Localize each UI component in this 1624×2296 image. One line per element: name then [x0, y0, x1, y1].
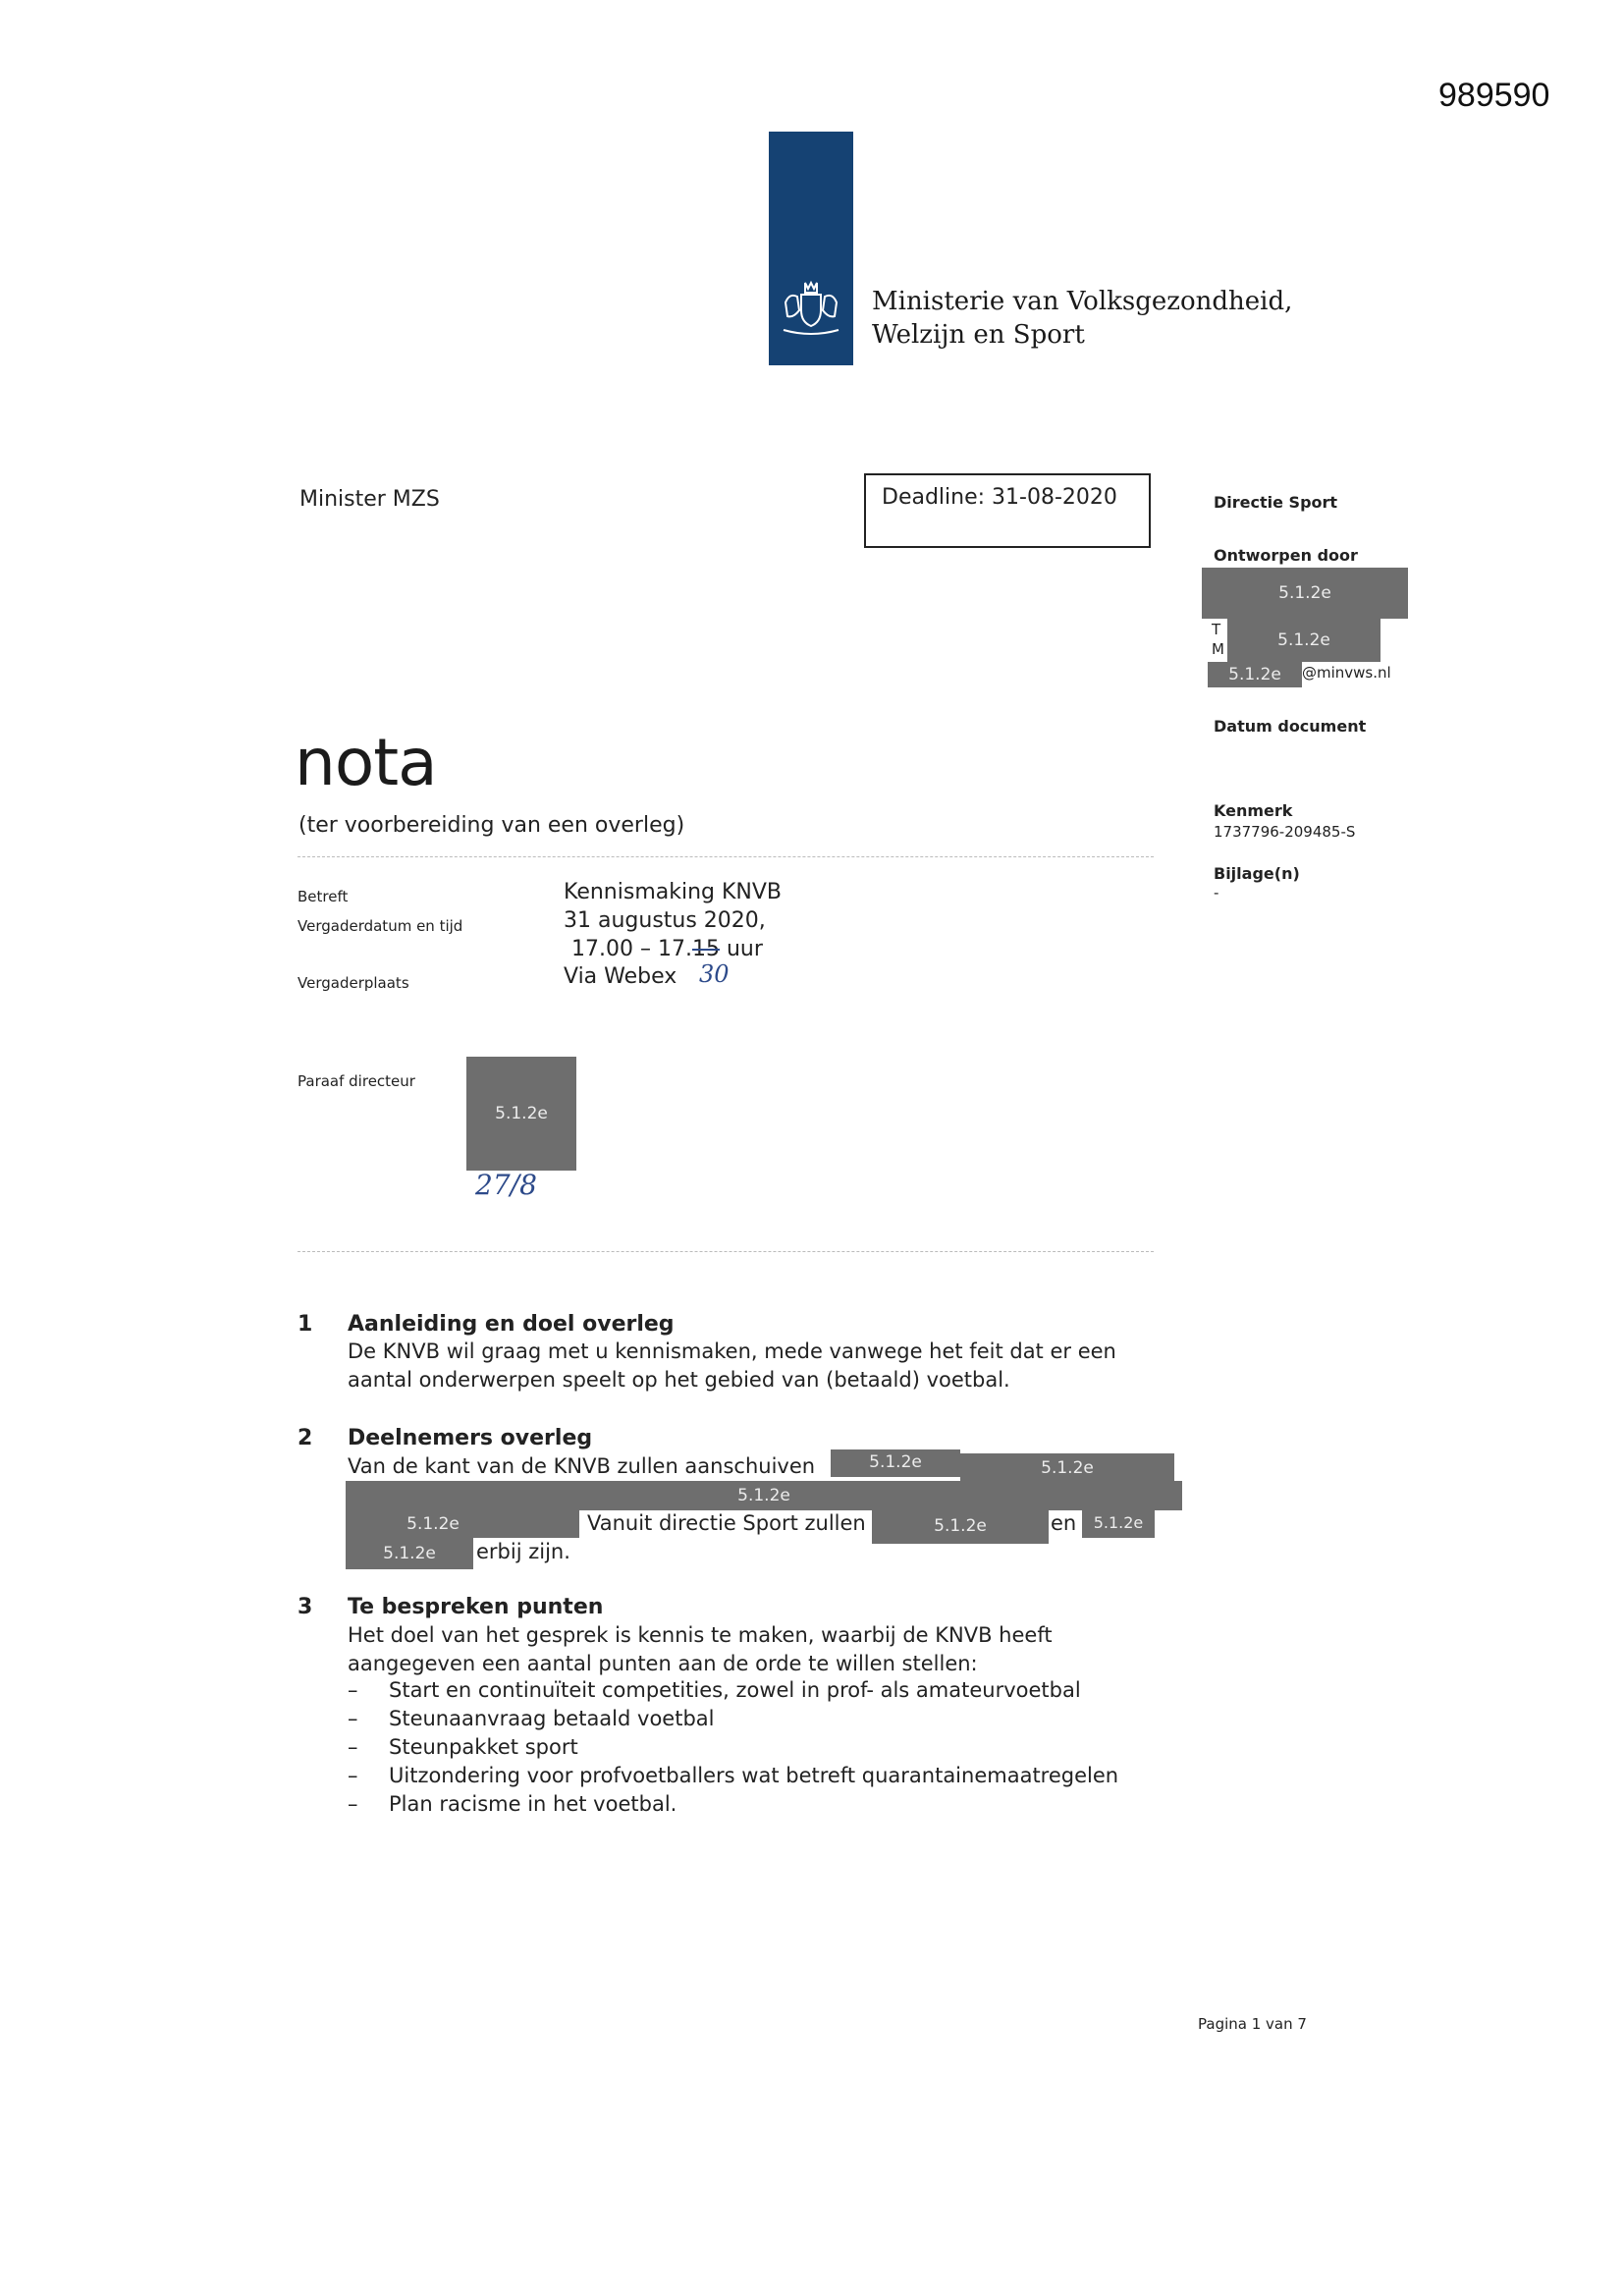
redaction-sport-3: 5.1.2e [346, 1538, 473, 1569]
bullet-4: Uitzondering voor profvoetballers wat betreft quarantainemaatregelen [389, 1764, 1119, 1787]
bullet-2: Steunaanvraag betaald voetbal [389, 1707, 715, 1730]
section-3-title: Te bespreken punten [348, 1595, 604, 1619]
bullet-3: Steunpakket sport [389, 1735, 578, 1759]
bullet-dash-5: – [348, 1792, 358, 1816]
ministry-name-line2: Welzijn en Sport [872, 320, 1085, 350]
subject-label: Betreft [298, 888, 349, 905]
section-2-mid: Vanuit directie Sport zullen [587, 1511, 866, 1535]
redaction-knvb-4: 5.1.2e [346, 1510, 579, 1538]
redaction-knvb-1: 5.1.2e [831, 1449, 960, 1477]
mobile-prefix: M [1212, 640, 1224, 658]
section-3-line-1: Het doel van het gesprek is kennis te maken, waarbij de KNVB heeft [348, 1623, 1053, 1647]
attachments-label: Bijlage(n) [1214, 864, 1300, 883]
datetime-label: Vergaderdatum en tijd [298, 917, 463, 935]
email-suffix: @minvws.nl [1302, 664, 1391, 682]
reference-value: 1737796-209485-S [1214, 823, 1356, 841]
section-2-and: en [1051, 1511, 1077, 1535]
reference-label: Kenmerk [1214, 801, 1293, 820]
redaction-knvb-3: 5.1.2e [346, 1481, 1182, 1510]
redaction-initials: 5.1.2e [466, 1057, 576, 1171]
document-number: 989590 [1438, 77, 1550, 114]
bullet-dash-1: – [348, 1678, 358, 1702]
redaction-phone: 5.1.2e [1227, 619, 1380, 662]
section-3-number: 3 [298, 1595, 313, 1619]
bullet-dash-4: – [348, 1764, 358, 1787]
phone-prefix: T [1212, 621, 1221, 638]
date-value: 31 augustus 2020, [564, 908, 766, 933]
addressee: Minister MZS [299, 487, 440, 512]
redaction-email: 5.1.2e [1208, 662, 1302, 687]
section-1-line-1: De KNVB wil graag met u kennismaken, mede vanwege het feit dat er een [348, 1339, 1116, 1363]
deadline: Deadline: 31-08-2020 [882, 485, 1117, 510]
handwritten-date: 27/8 [475, 1169, 537, 1201]
ministry-name [872, 285, 1292, 352]
designed-by-label: Ontworpen door [1214, 546, 1358, 565]
redaction-knvb-2: 5.1.2e [960, 1453, 1174, 1483]
place-label: Vergaderplaats [298, 974, 409, 992]
section-1-number: 1 [298, 1312, 313, 1337]
department: Directie Sport [1214, 493, 1338, 512]
bullet-dash-2: – [348, 1707, 358, 1730]
redaction-sport-1: 5.1.2e [872, 1508, 1049, 1544]
divider-top [298, 856, 1154, 857]
section-3-line-2: aangegeven een aantal punten aan de orde te willen stellen: [348, 1652, 978, 1675]
handwritten-time-correction: 30 [699, 960, 730, 988]
time-suffix: uur [726, 937, 763, 961]
time-value [571, 937, 763, 961]
coat-of-arms-icon [776, 273, 846, 342]
bullet-dash-3: – [348, 1735, 358, 1759]
divider-bottom [298, 1251, 1154, 1252]
document-subtitle: (ter voorbereiding van een overleg) [298, 813, 685, 838]
section-2-end: erbij zijn. [476, 1540, 570, 1563]
date-document-label: Datum document [1214, 717, 1367, 736]
bullet-5: Plan racisme in het voetbal. [389, 1792, 677, 1816]
time-prefix: 17.00 – 17. [571, 937, 692, 961]
section-1-title: Aanleiding en doel overleg [348, 1312, 675, 1337]
section-2-number: 2 [298, 1426, 313, 1450]
page-number: Pagina 1 van 7 [1198, 2015, 1307, 2033]
attachments-value: - [1214, 884, 1219, 902]
bullet-1: Start en continuïteit competities, zowel in prof- als amateurvoetbal [389, 1678, 1081, 1702]
redaction-designer-name: 5.1.2e [1202, 568, 1408, 619]
initials-label: Paraaf directeur [298, 1072, 415, 1090]
ministry-name-line1: Ministerie van Volksgezondheid, [872, 287, 1293, 316]
redaction-sport-2: 5.1.2e [1082, 1508, 1155, 1538]
place-value: Via Webex [564, 964, 677, 989]
subject-value: Kennismaking KNVB [564, 880, 783, 904]
time-struck: 15 [691, 937, 720, 961]
section-2-title: Deelnemers overleg [348, 1426, 593, 1450]
section-1-line-2: aantal onderwerpen speelt op het gebied van (betaald) voetbal. [348, 1368, 1010, 1392]
section-2-line-1: Van de kant van de KNVB zullen aanschuiven [348, 1454, 816, 1478]
document-title: nota [295, 725, 437, 800]
